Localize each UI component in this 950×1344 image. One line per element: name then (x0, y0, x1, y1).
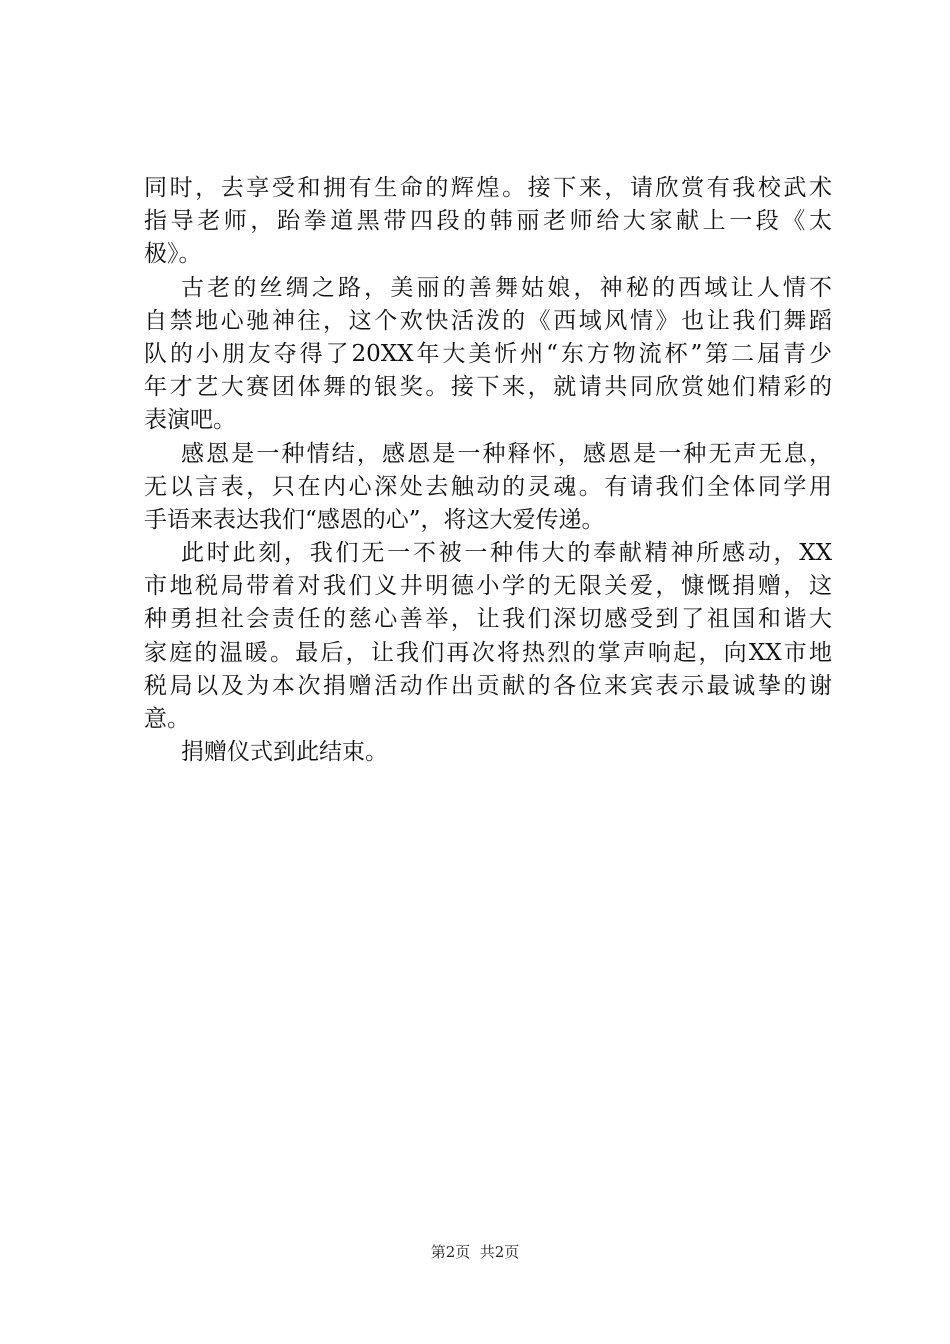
text-line: 家庭的温暖。最后，让我们再次将热烈的掌声响起，向XX市地 (144, 639, 832, 666)
paragraph (144, 438, 832, 538)
text-line: 手语来表达我们“感恩的心”，将这大爱传递。 (144, 506, 605, 533)
text-line: 此时此刻，我们无一不被一种伟大的奉献精神所感动，XX (181, 540, 832, 567)
text-line: 表演吧。 (144, 407, 236, 434)
text-line: 年才艺大赛团体舞的银奖。接下来，就请共同欣赏她们精彩的 (144, 374, 832, 401)
text-line: 指导老师，跆拳道黑带四段的韩丽老师给大家献上一段《太 (144, 208, 832, 235)
paragraph (144, 172, 832, 272)
page-footer (0, 1241, 950, 1263)
paragraph (144, 537, 832, 736)
paragraph (144, 272, 832, 438)
text-line: 税局以及为本次捐赠活动作出贡献的各位来宾表示最诚挚的谢 (144, 672, 832, 699)
text-line: 同时，去享受和拥有生命的辉煌。接下来，请欣赏有我校武术 (144, 175, 832, 201)
page-number-label: 第2页 共2页 (430, 1243, 520, 1261)
text-line: 市地税局带着对我们义井明德小学的无限关爱，慷慨捐赠，这 (144, 573, 832, 600)
text-line: 感恩是一种情结，感恩是一种释怀，感恩是一种无声无息， (181, 440, 832, 467)
document-body (144, 172, 832, 769)
text-line: 队的小朋友夺得了20XX年大美忻州“东方物流杯”第二届青少 (144, 340, 832, 367)
text-line: 自禁地心驰神往，这个欢快活泼的《西域风情》也让我们舞蹈 (144, 307, 832, 334)
paragraph (144, 736, 832, 769)
text-line: 古老的丝绸之路，美丽的善舞姑娘，神秘的西域让人情不 (181, 274, 832, 301)
text-line: 意。 (144, 706, 190, 732)
text-line: 极》。 (144, 241, 202, 268)
text-line: 捐赠仪式到此结束。 (181, 739, 388, 766)
text-line: 无以言表，只在内心深处去触动的灵魂。有请我们全体同学用 (144, 473, 832, 500)
text-line: 种勇担社会责任的慈心善举，让我们深切感受到了祖国和谐大 (144, 606, 832, 633)
